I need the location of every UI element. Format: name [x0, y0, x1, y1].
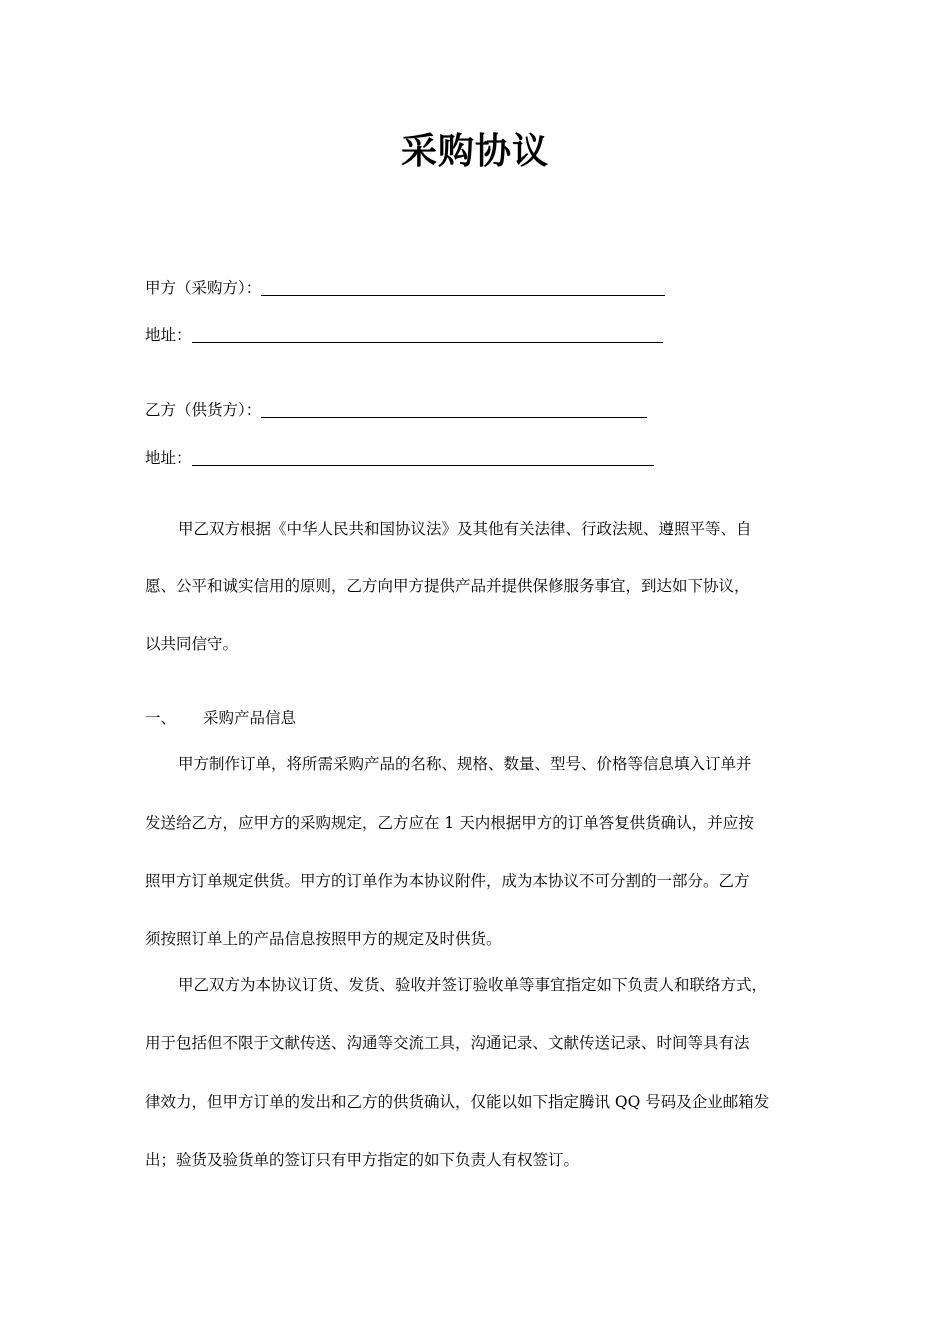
paragraph-line: 发送给乙方，应甲方的采购规定，乙方应在 1 天内根据甲方的订单答复供货确认，并应按 — [145, 814, 754, 832]
party-b-address-blank[interactable] — [192, 446, 654, 466]
paragraph-line: 须按照订单上的产品信息按照甲方的规定及时供货。 — [145, 930, 502, 948]
paragraph-line: 照甲方订单规定供货。甲方的订单作为本协议附件，成为本协议不可分割的一部分。乙方 — [145, 872, 750, 890]
party-b-address-label: 地址： — [145, 449, 192, 467]
document-title: 采购协议 — [400, 130, 549, 172]
paragraph-line: 律效力，但甲方订单的发出和乙方的供货确认，仅能以如下指定腾讯 QQ 号码及企业邮箱发 — [145, 1093, 770, 1111]
intro-line: 以共同信守。 — [145, 635, 239, 653]
paragraph-line: 用于包括但不限于文献传送、沟通等交流工具，沟通记录、文献传送记录、时间等具有法 — [145, 1034, 750, 1052]
party-a-blank[interactable] — [261, 276, 665, 296]
party-a-field — [145, 276, 665, 300]
intro-line: 甲乙双方根据《中华人民共和国协议法》及其他有关法律、行政法规、遵照平等、自 — [178, 520, 752, 538]
section-1-number: 一、 — [145, 709, 177, 727]
paragraph-line: 甲乙双方为本协议订货、发货、验收并签订验收单等事宜指定如下负责人和联络方式， — [178, 976, 768, 994]
paragraph-line: 甲方制作订单，将所需采购产品的名称、规格、数量、型号、价格等信息填入订单并 — [178, 755, 752, 773]
paragraph-line: 出；验货及验货单的签订只有甲方指定的如下负责人有权签订。 — [145, 1151, 580, 1169]
party-a-address-label: 地址： — [145, 326, 192, 344]
section-1-title: 采购产品信息 — [203, 709, 297, 727]
party-b-label: 乙方（供货方）： — [145, 401, 262, 419]
party-b-field — [145, 398, 647, 422]
party-b-address-field — [145, 446, 654, 470]
party-a-label: 甲方（采购方）： — [145, 279, 262, 297]
intro-line: 愿、公平和诚实信用的原则，乙方向甲方提供产品并提供保修服务事宜，到达如下协议， — [145, 577, 750, 595]
party-b-blank[interactable] — [261, 398, 647, 418]
section-1-heading — [145, 706, 296, 730]
party-a-address-field — [145, 323, 663, 347]
party-a-address-blank[interactable] — [192, 323, 663, 343]
